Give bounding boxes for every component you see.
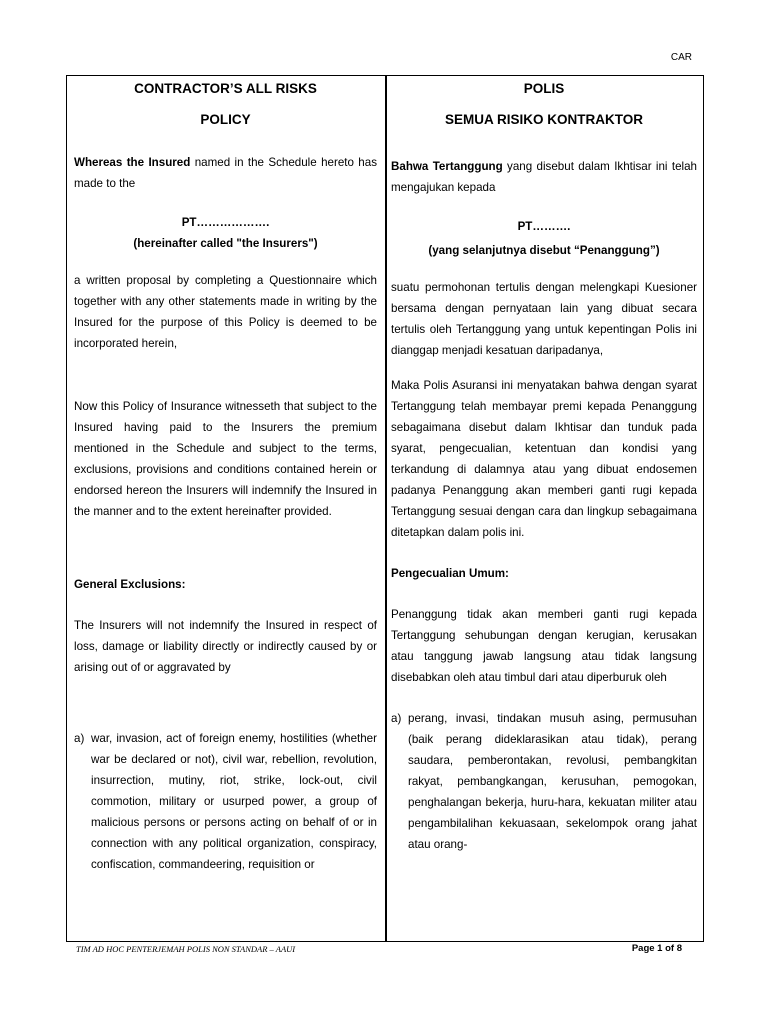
proposal-paragraph: a written proposal by completing a Questionnaire which together with any other statements made in writing by the Insured for the purpose of this Policy is deemed to be incorporated herein, [74, 274, 377, 350]
policy-title-id: POLIS [523, 81, 565, 96]
bahwa-bold: Bahwa Tertanggung [391, 160, 503, 173]
whereas-text: named in the Schedule hereto has made to the [74, 156, 377, 190]
whereas-paragraph [74, 152, 377, 194]
english-column [74, 76, 377, 875]
general-exclusions-heading: General Exclusions: [74, 578, 186, 591]
indonesian-column [391, 76, 697, 855]
penanggung-called: (yang selanjutnya disebut “Penanggung”) [428, 244, 660, 257]
page-number: Page 1 of 8 [631, 943, 682, 954]
permohonan-paragraph: suatu permohonan tertulis dengan melengkapi Kuesioner bersama dengan pernyataan lain yang dibuat secara tertulis oleh Tertanggung yang untuk kepentingan Polis ini dianggap menjadi kesatuan daripadanya, [391, 281, 697, 357]
item-text-id: perang, invasi, tindakan musuh asing, permusuhan (baik perang dideklarasikan atau tidak), perang saudara, pemberontakan, revolusi, pembangkitan rakyat, pembangkangan, kerusuhan, pemogokan, penghalangan bekerja, huru-hara, kekuatan militer atau pengambilalihan kekuasaan, sekelompok orang jahat atau orang- [408, 712, 697, 851]
policy-table [66, 75, 704, 941]
exclusions-intro: The Insurers will not indemnify the Insured in respect of loss, damage or liability directly or indirectly caused by or arising out of or aggravated by [74, 619, 377, 674]
pengecualian-item-a [391, 708, 697, 855]
policy-subtitle-id: SEMUA RISIKO KONTRAKTOR [444, 112, 643, 127]
penanggung-pt: PT………. [517, 220, 571, 233]
whereas-bold: Whereas the Insured [74, 156, 191, 169]
menyatakan-paragraph: Maka Polis Asuransi ini menyatakan bahwa dengan syarat Tertanggung telah membayar premi kepada Penanggung sebagaimana disebut dalam Ikhtisar dan tunduk pada syarat, pengecualian, ketentuan dan kondisi yang terkandung di dalamnya atau yang dibuat endosemen padanya Penanggung akan memberi ganti rugi kepada Tertanggung sesuai dengan cara dan lingkup sebagaimana ditetapkan dalam polis ini. [391, 379, 697, 539]
bahwa-paragraph [391, 156, 697, 198]
bahwa-text: yang disebut dalam Ikhtisar ini telah mengajukan kepada [391, 160, 697, 194]
insurer-called: (hereinafter called "the Insurers") [133, 237, 318, 250]
item-text: war, invasion, act of foreign enemy, hostilities (whether war be declared or not), civil war, rebellion, revolution, insurrection, mutiny, riot, strike, lock-out, civil commotion, military or usurped power, a group of malicious persons or persons acting on behalf of or in connection with any political organization, conspiracy, confiscation, commandeering, requisition or [91, 732, 377, 871]
page-footer [66, 941, 704, 954]
policy-title: CONTRACTOR’S ALL RISKS [134, 81, 317, 96]
footer-team: TIM AD HOC PENTERJEMAH POLIS NON STANDAR – AAUI [76, 944, 296, 954]
document-code: CAR [670, 52, 692, 63]
pengecualian-umum-heading: Pengecualian Umum: [391, 567, 509, 580]
witnesseth-paragraph: Now this Policy of Insurance witnesseth that subject to the Insured having paid to the Insurers the premium mentioned in the Schedule and subject to the terms, exclusions, provisions and conditions contained herein or endorsed hereon the Insurers will indemnify the Insured in the manner and to the extent hereinafter provided. [74, 400, 377, 518]
exclusion-item-a [74, 728, 377, 875]
column-divider [385, 76, 387, 941]
policy-subtitle: POLICY [200, 112, 251, 127]
item-label-id: a) [391, 712, 402, 725]
pengecualian-intro: Penanggung tidak akan memberi ganti rugi kepada Tertanggung sehubungan dengan kerugian, kerusakan atau tanggung jawab langsung atau tidak langsung disebabkan oleh atau timbul dari atau diperburuk oleh [391, 608, 697, 684]
item-label: a) [74, 732, 85, 745]
insurer-pt: PT………………. [181, 216, 270, 229]
